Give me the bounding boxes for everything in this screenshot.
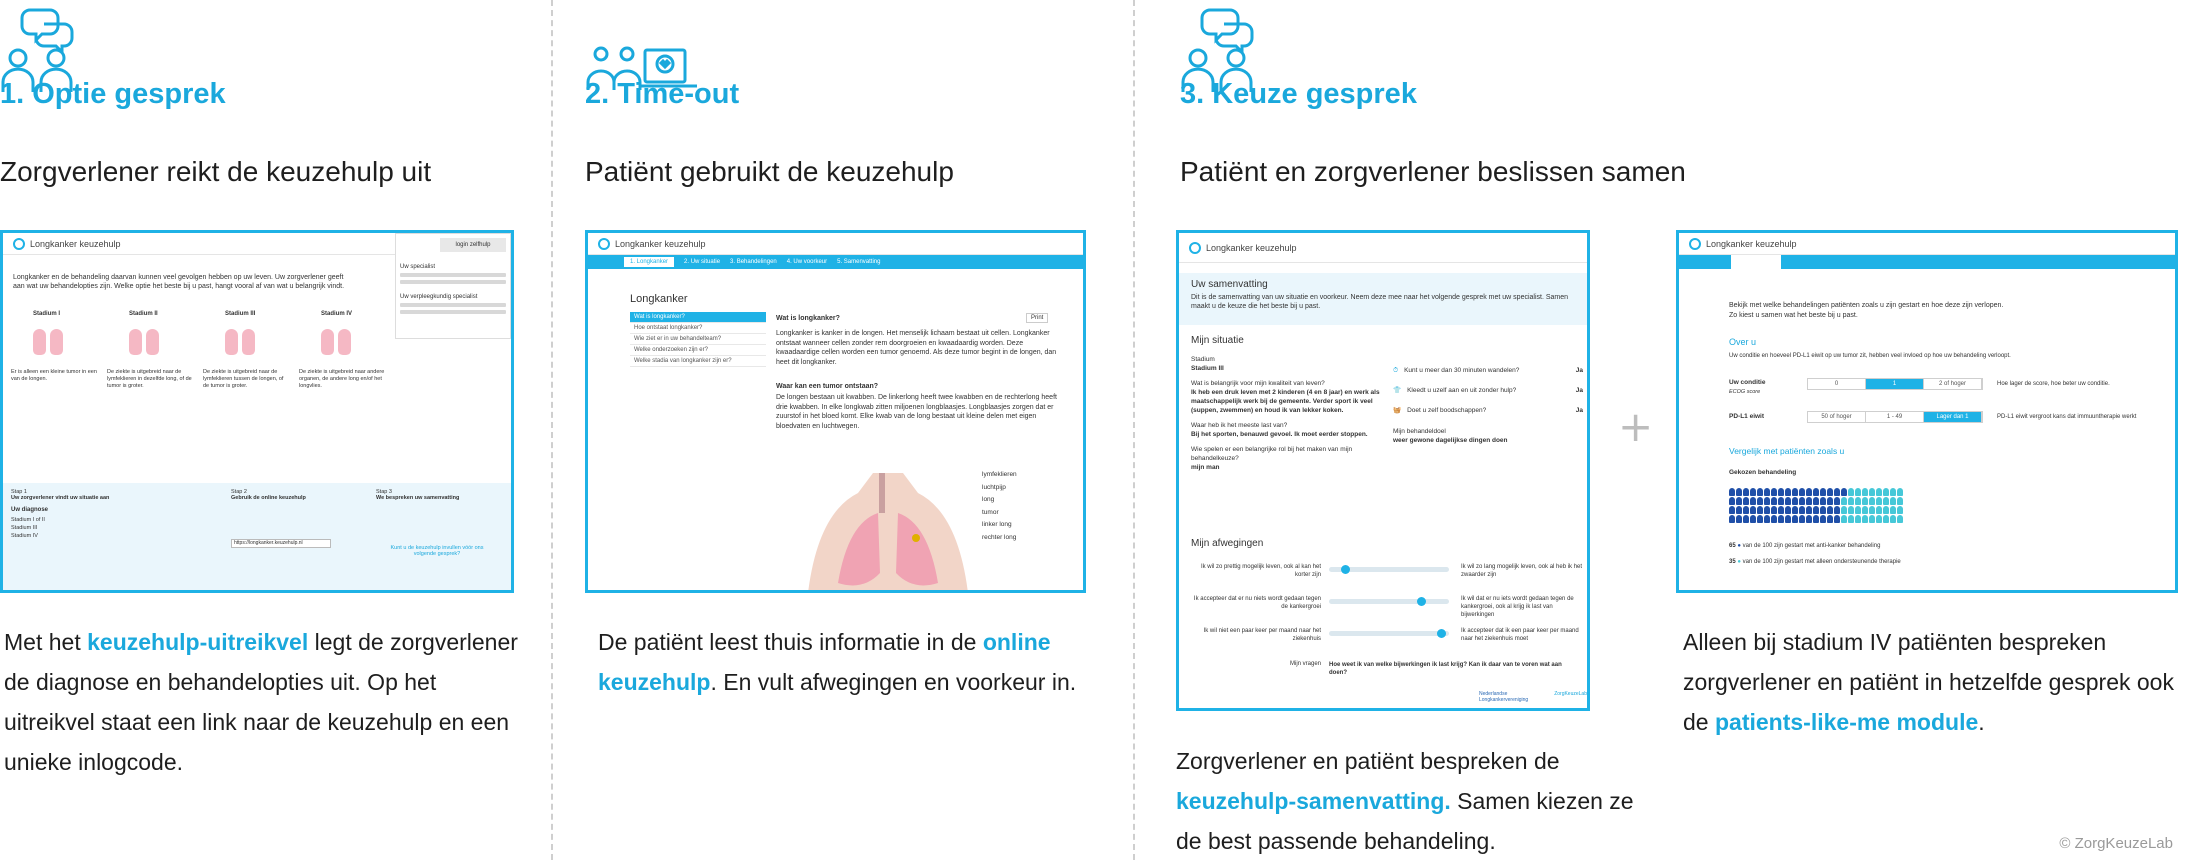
diagnosis-option[interactable]: Stadium III <box>11 525 38 531</box>
anatomy-labels <box>982 469 1017 544</box>
person-icon <box>1771 488 1777 496</box>
person-icon <box>1771 506 1777 514</box>
chosen-label: Gekozen behandeling <box>1729 469 1797 476</box>
summary-text: Dit is de samenvatting van uw situatie en voorkeur. Neem deze mee naar het volgende gesprek met uw specialist. Samen maakt u de keuze die het beste bij u past. <box>1191 294 1569 310</box>
person-icon <box>1876 515 1882 523</box>
menu-item[interactable]: Wat is longkanker? <box>630 312 766 323</box>
pdl1-option[interactable]: 1 - 49 <box>1866 412 1924 422</box>
weigh-right: Ik wil zo lang mogelijk leven, ook al heb ik het zwaarder zijn <box>1461 564 1583 578</box>
person-icon <box>1827 506 1833 514</box>
person-icon <box>1883 488 1889 496</box>
diagnosis-label: Uw diagnose <box>11 507 49 513</box>
check-question: Doet u zelf boodschappen? <box>1407 407 1487 414</box>
patient-pictogram <box>1729 488 1903 523</box>
patients-like-me-link[interactable]: patients-like-me module <box>1714 709 1979 735</box>
person-icon <box>1778 497 1784 505</box>
tab-behandelingen[interactable]: 3. Behandelingen <box>730 259 777 265</box>
goal-value: weer gewone dagelijkse dingen doen <box>1393 437 1508 444</box>
active-tab[interactable] <box>1731 255 1781 269</box>
condition-sub: ECOG score <box>1729 389 1761 395</box>
label-rechter-long: rechter long <box>982 533 1017 541</box>
stage-label: Stadium <box>1191 356 1215 363</box>
person-icon <box>1792 515 1798 523</box>
person-icon <box>1764 515 1770 523</box>
content-heading: Waar kan een tumor ontstaan? <box>776 383 879 390</box>
step3-text: We bespreken uw samenvatting <box>376 495 460 501</box>
person-icon <box>1869 497 1875 505</box>
check-answer: Ja <box>1575 407 1583 414</box>
stage-label: Stadium IV <box>321 311 353 317</box>
weigh-right: Ik accepteer dat ik een paar keer per maand naar het ziekenhuis moet <box>1461 628 1579 642</box>
situation-heading: Mijn situatie <box>1191 335 1244 346</box>
person-icon <box>1834 515 1840 523</box>
person-icon <box>1799 515 1805 523</box>
person-icon <box>1757 515 1763 523</box>
person-icon <box>1750 497 1756 505</box>
diagnosis-option[interactable]: Stadium IV <box>11 533 38 539</box>
person-icon <box>1855 488 1861 496</box>
column-divider-2 <box>1133 0 1135 860</box>
person-icon <box>1806 497 1812 505</box>
step1-label: Stap 1 <box>11 489 27 495</box>
person-icon <box>1848 488 1854 496</box>
column-divider-1 <box>551 0 553 860</box>
weigh-left: Ik wil niet een paar keer per maand naar het ziekenhuis <box>1203 628 1321 642</box>
person-icon <box>1897 515 1903 523</box>
app-logo-icon <box>1689 238 1701 250</box>
desc-text: Alleen bij stadium IV patiënten bespreken zorgverlener en patiënt in hetzelfde gesprek ook de <box>1683 629 2174 735</box>
tab-samenvatting[interactable]: 5. Samenvatting <box>837 259 881 265</box>
print-button[interactable]: Print <box>1026 313 1048 323</box>
person-icon <box>1778 488 1784 496</box>
step3-label: Stap 3 <box>376 489 392 495</box>
weigh-slider[interactable] <box>1329 599 1449 604</box>
about-heading: Over u <box>1729 337 1757 347</box>
person-icon <box>1764 488 1770 496</box>
weighing-heading: Mijn afwegingen <box>1191 538 1264 549</box>
weigh-left: Ik wil zo prettig mogelijk leven, ook al kan het korter zijn <box>1200 564 1321 578</box>
weigh-slider[interactable] <box>1329 631 1449 636</box>
person-icon <box>1869 488 1875 496</box>
person-icon <box>1862 488 1868 496</box>
person-icon <box>1827 497 1833 505</box>
condition-note: Hoe lager de score, hoe beter uw conditie. <box>1997 381 2110 387</box>
person-icon <box>1799 488 1805 496</box>
screenshot-uitreikvel[interactable] <box>0 230 514 593</box>
intro-line: Zo kiest u samen wat het beste bij u past. <box>1729 312 1858 319</box>
screenshot-online-keuzehulp[interactable] <box>585 230 1086 593</box>
topic-menu <box>630 312 766 367</box>
login-button[interactable]: login zelfhulp <box>440 238 506 252</box>
person-icon <box>1876 506 1882 514</box>
content-paragraph: De longen bestaan uit kwabben. De linkerlong heeft twee kwabben en de rechterlong heeft drie kwabben. In elke longkwab zitten miljoenen longblaasjes. Longblaasjes zorgen dat er zuurstof in het bloed komt. Elke kwab van de long bestaat uit kleine delen met eigen bloedvaten en luchtwegen. <box>776 394 1057 430</box>
stage-value: Stadium III <box>1191 365 1224 372</box>
person-icon <box>1841 515 1847 523</box>
person-icon <box>1883 506 1889 514</box>
person-icon <box>1862 515 1868 523</box>
nurse-label: Uw verpleegkundig specialist <box>400 294 478 300</box>
intro-line: Bekijk met welke behandelingen patiënten zoals u zijn gestart en hoe deze zijn verlopen. <box>1729 302 2004 309</box>
person-icon <box>1792 488 1798 496</box>
pdl1-option[interactable]: Lager dan 1 <box>1924 412 1982 422</box>
person-icon <box>1834 488 1840 496</box>
person-icon <box>1736 488 1742 496</box>
person-icon <box>1890 497 1896 505</box>
person-icon <box>1897 488 1903 496</box>
person-icon <box>1806 506 1812 514</box>
person-icon <box>1750 515 1756 523</box>
tab-longkanker[interactable]: 1. Longkanker <box>624 257 674 267</box>
person-icon <box>1820 506 1826 514</box>
weigh-left: Ik accepteer dat er nu niets wordt gedaan tegen de kankergroei <box>1193 596 1321 610</box>
lung-anatomy-illustration <box>788 453 988 593</box>
person-icon <box>1834 506 1840 514</box>
step1-subtitle: Zorgverlener reikt de keuzehulp uit <box>0 156 432 187</box>
step1-text: Uw zorgverlener vindt uw situatie aan <box>11 495 110 501</box>
summary-title: Uw samenvatting <box>1191 279 1268 290</box>
person-icon <box>1841 488 1847 496</box>
label-lymfeklieren: lymfeklieren <box>982 471 1017 478</box>
pdl1-option[interactable]: 50 of hoger <box>1808 412 1866 422</box>
diagnosis-option[interactable]: Stadium I of II <box>11 517 45 523</box>
step3-subtitle: Patiënt en zorgverlener beslissen samen <box>1180 156 1686 187</box>
step2-title: 2. Time-out <box>585 78 740 110</box>
content-paragraph: Longkanker is kanker in de longen. Het menselijk lichaam bestaat uit cellen. Longkanker ontstaat wanneer cellen zonder rem doorgroeien en kwaadaardig worden. Deze kwaadaardige cellen worden een tumor genoemd. Als deze tumor begint in de longen, dan heet dit longkanker. <box>776 330 1057 366</box>
person-icon <box>1757 497 1763 505</box>
person-icon <box>1757 506 1763 514</box>
person-icon <box>1799 506 1805 514</box>
stat-anti-kanker <box>1729 543 1880 549</box>
desc-text: Met het <box>4 629 88 655</box>
person-icon <box>1729 488 1735 496</box>
person-icon <box>1785 506 1791 514</box>
desc-text: legt de zorgverlener de diagnose en behandelopties uit. Op het uitreikvel staat een link naar de keuzehulp en een unieke inlogcode. <box>4 629 518 775</box>
person-icon <box>1729 497 1735 505</box>
menu-item[interactable]: Wie ziet er in uw behandelteam? <box>630 334 766 345</box>
basket-icon: 🧺 <box>1393 407 1402 414</box>
person-icon <box>1862 497 1868 505</box>
lung-illustration <box>321 325 351 357</box>
label-long: long <box>982 496 995 503</box>
tab-voorkeur[interactable]: 4. Uw voorkeur <box>786 259 828 265</box>
step2-description <box>598 622 1098 702</box>
person-icon <box>1736 515 1742 523</box>
person-icon <box>1750 488 1756 496</box>
person-icon <box>1778 515 1784 523</box>
person-icon <box>1820 515 1826 523</box>
person-icon <box>1876 488 1882 496</box>
lung-illustration <box>225 325 255 357</box>
menu-item[interactable]: Hoe ontstaat longkanker? <box>630 323 766 334</box>
nav-bar <box>1679 255 2175 269</box>
person-icon <box>1848 515 1854 523</box>
person-icon <box>1827 515 1833 523</box>
app-logo-icon <box>598 238 610 250</box>
person-icon <box>1792 497 1798 505</box>
stat-text: van de 100 zijn gestart met alleen ondersteunende therapie <box>1742 559 1901 565</box>
step2-subtitle: Patiënt gebruikt de keuzehulp <box>585 156 954 187</box>
app-logo-icon <box>1189 242 1201 254</box>
content-heading: Wat is longkanker? <box>776 315 840 322</box>
person-icon <box>1771 515 1777 523</box>
person-icon <box>1736 497 1742 505</box>
person-icon <box>1743 488 1749 496</box>
situation-details <box>1191 355 1381 472</box>
app-logo-icon <box>13 238 25 250</box>
person-icon <box>1855 515 1861 523</box>
desc-text: . En vult afwegingen en voorkeur in. <box>710 669 1077 695</box>
menu-item[interactable]: Welke stadia van longkanker zijn er? <box>630 356 766 367</box>
check-question: Kleedt u uzelf aan en uit zonder hulp? <box>1407 387 1517 394</box>
stat-number: 65 <box>1729 543 1736 549</box>
label-luchtpijp: luchtpijp <box>982 483 1006 491</box>
person-icon <box>1806 488 1812 496</box>
person-icon <box>1743 497 1749 505</box>
menu-item[interactable]: Welke onderzoeken zijn er? <box>630 345 766 356</box>
person-icon <box>1785 488 1791 496</box>
pdl1-selector[interactable] <box>1807 411 1983 423</box>
pdl1-note: PD-L1 eiwit vergroot kans dat immuuntherapie werkt <box>1997 414 2137 420</box>
person-icon <box>1820 488 1826 496</box>
person-icon: ● <box>1737 559 1741 565</box>
step3-title: 3. Keuze gesprek <box>1180 78 1417 110</box>
person-icon <box>1848 506 1854 514</box>
person-icon <box>1827 488 1833 496</box>
stat-text: van de 100 zijn gestart met anti-kanker behandeling <box>1742 543 1881 549</box>
person-icon <box>1841 497 1847 505</box>
screenshot-patients-like-me[interactable] <box>1676 230 2178 593</box>
step2-text: Gebruik de online keuzehulp <box>231 495 306 501</box>
person-icon <box>1883 515 1889 523</box>
person-icon: ● <box>1737 543 1741 549</box>
person-icon <box>1813 515 1819 523</box>
weigh-right: Ik wil dat er nu iets wordt gedaan tegen de kankergroei, ook al krijg ik last van bijwerkingen <box>1461 596 1574 618</box>
intro-text: Longkanker en de behandeling daarvan kunnen veel gevolgen hebben op uw leven. Uw zorgverlener geeft aan wat uw behandelopties zijn. Welke optie het beste bij u past, hangt vooral af van wat u belangrijk vindt. <box>13 274 345 290</box>
stage-text: Er is alleen een kleine tumor in een van de longen. <box>11 369 97 382</box>
section-title: Longkanker <box>630 293 688 305</box>
checklist <box>1393 361 1583 445</box>
app-title: Longkanker keuzehulp <box>1706 238 1797 249</box>
lung-illustration <box>129 325 159 357</box>
person-icon <box>1743 515 1749 523</box>
stage-label: Stadium I <box>33 311 61 317</box>
stat-number: 35 <box>1729 559 1736 565</box>
answer: Ik heb een druk leven met 2 kinderen (4 en 8 jaar) en werk als maatschappelijk werk bij de gemeente. Verder sport ik veel (suppen, zwemmen) en houd ik van lekker koken. <box>1191 389 1380 414</box>
footer-logos <box>1479 691 1587 703</box>
desc-text: Zorgverlener en patiënt bespreken de <box>1176 748 1560 774</box>
app-title: Longkanker keuzehulp <box>615 238 706 249</box>
person-icon <box>1743 506 1749 514</box>
person-icon <box>1848 497 1854 505</box>
summary-banner <box>1179 273 1587 325</box>
person-icon <box>1855 506 1861 514</box>
person-icon <box>1778 506 1784 514</box>
my-questions-value: Hoe weet ik van welke bijwerkingen ik last krijg? Kan ik daar van te voren wat aan doen? <box>1329 662 1562 676</box>
person-icon <box>1876 497 1882 505</box>
person-icon <box>1736 506 1742 514</box>
app-title: Longkanker keuzehulp <box>1206 242 1297 253</box>
person-icon <box>1813 488 1819 496</box>
desc-text: Samen kiezen ze de best passende behandeling. <box>1176 788 1634 854</box>
condition-option[interactable]: 2 of hoger <box>1924 379 1982 389</box>
person-icon <box>1729 506 1735 514</box>
stage-text: De ziekte is uitgebreid naar de lymfeklieren in dezelfde long, of de tumor is groter. <box>107 369 192 389</box>
person-icon <box>1834 497 1840 505</box>
intro <box>1729 301 2169 321</box>
stage-text: De ziekte is uitgebreid naar de lymfeklieren tussen de longen, of de tumor is groter. <box>203 369 284 389</box>
person-icon <box>1869 506 1875 514</box>
stat-ondersteunend <box>1729 559 1901 565</box>
person-icon <box>1897 497 1903 505</box>
weigh-slider[interactable] <box>1329 567 1449 572</box>
walking-icon: ⏱ <box>1393 367 1399 374</box>
check-answer: Ja <box>1575 367 1583 374</box>
person-icon <box>1729 515 1735 523</box>
label-linker-long: linker long <box>982 521 1012 528</box>
app-title: Longkanker keuzehulp <box>30 238 121 249</box>
copyright: © ZorgKeuzeLab <box>2059 835 2173 852</box>
person-icon <box>1897 506 1903 514</box>
person-icon <box>1890 488 1896 496</box>
question: Wie spelen er een belangrijke rol bij het maken van mijn behandelkeuze? <box>1191 446 1353 462</box>
person-icon <box>1820 497 1826 505</box>
nvl-logo: Nederlandse Longkankervereniging <box>1479 691 1529 703</box>
condition-option[interactable]: 0 <box>1808 379 1866 389</box>
goal-label: Mijn behandeldoel <box>1393 428 1446 435</box>
step1-description <box>4 622 524 782</box>
check-question: Kunt u meer dan 30 minuten wandelen? <box>1404 367 1520 374</box>
shirt-icon: 👕 <box>1393 387 1402 394</box>
stage-label: Stadium III <box>225 311 256 317</box>
step4-description <box>1683 622 2183 742</box>
person-icon <box>1806 515 1812 523</box>
stage-label: Stadium II <box>129 311 158 317</box>
question: Wat is belangrijk voor mijn kwaliteit van leven? <box>1191 380 1325 387</box>
desc-text: De patiënt leest thuis informatie in de <box>598 629 983 655</box>
screenshot-samenvatting[interactable] <box>1176 230 1590 711</box>
specialist-box <box>395 233 511 339</box>
samenvatting-link[interactable]: keuzehulp-samenvatting. <box>1176 788 1451 814</box>
person-icon <box>1813 506 1819 514</box>
person-icon <box>1757 488 1763 496</box>
person-icon <box>1764 506 1770 514</box>
zorgkeuzelab-logo: ZorgKeuzeLab <box>1554 691 1587 697</box>
person-icon <box>1764 497 1770 505</box>
url-field[interactable]: https://longkanker.keuzehulp.nl <box>231 539 331 548</box>
answer: mijn man <box>1191 464 1220 471</box>
person-icon <box>1785 515 1791 523</box>
person-icon <box>1855 497 1861 505</box>
check-answer: Ja <box>1575 387 1583 394</box>
person-icon <box>1771 497 1777 505</box>
stage-text: De ziekte is uitgebreid naar andere organen, de andere long en/of het longvlies. <box>299 369 385 389</box>
person-icon <box>1792 506 1798 514</box>
my-questions-label: Mijn vragen <box>1289 661 1321 667</box>
condition-label: Uw conditie <box>1729 379 1766 386</box>
person-icon <box>1890 506 1896 514</box>
person-icon <box>1862 506 1868 514</box>
question: Waar heb ik het meeste last van? <box>1191 422 1288 429</box>
step1-title: 1. Optie gesprek <box>0 78 226 110</box>
person-icon <box>1799 497 1805 505</box>
uitreikvel-link[interactable]: keuzehulp-uitreikvel <box>87 629 309 655</box>
answer: Bij het sporten, benauwd gevoel. Ik moet eerder stoppen. <box>1191 431 1368 438</box>
online-keuzehulp-link[interactable]: online keuzehulp <box>598 629 1051 695</box>
step2-label: Stap 2 <box>231 489 247 495</box>
person-icon <box>1785 497 1791 505</box>
person-icon <box>1813 497 1819 505</box>
person-icon <box>1750 506 1756 514</box>
tab-situatie[interactable]: 2. Uw situatie <box>684 259 721 265</box>
label-tumor: tumor <box>982 508 999 516</box>
person-icon <box>1890 515 1896 523</box>
about-text: Uw conditie en hoeveel PD-L1 eiwit op uw tumor zit, hebben veel invloed op hoe uw behandeling verloopt. <box>1729 353 2011 359</box>
nav-tabs <box>588 255 1083 269</box>
lung-illustration <box>33 325 63 357</box>
condition-selector[interactable] <box>1807 378 1983 390</box>
person-icon <box>1869 515 1875 523</box>
pdl1-label: PD-L1 eiwit <box>1729 413 1765 420</box>
specialist-label: Uw specialist <box>400 264 436 270</box>
step3-description <box>1176 741 1656 860</box>
plus-sign: + <box>1618 402 1654 451</box>
condition-option[interactable]: 1 <box>1866 379 1924 389</box>
compare-heading: Vergelijk met patiënten zoals u <box>1729 446 1845 456</box>
keuzehulp-link[interactable]: Kunt u de keuzehulp invullen vóór ons volgende gesprek? <box>390 545 484 557</box>
person-icon <box>1883 497 1889 505</box>
person-icon <box>1841 506 1847 514</box>
desc-text: . <box>1978 709 1985 735</box>
steps-panel <box>3 483 511 590</box>
